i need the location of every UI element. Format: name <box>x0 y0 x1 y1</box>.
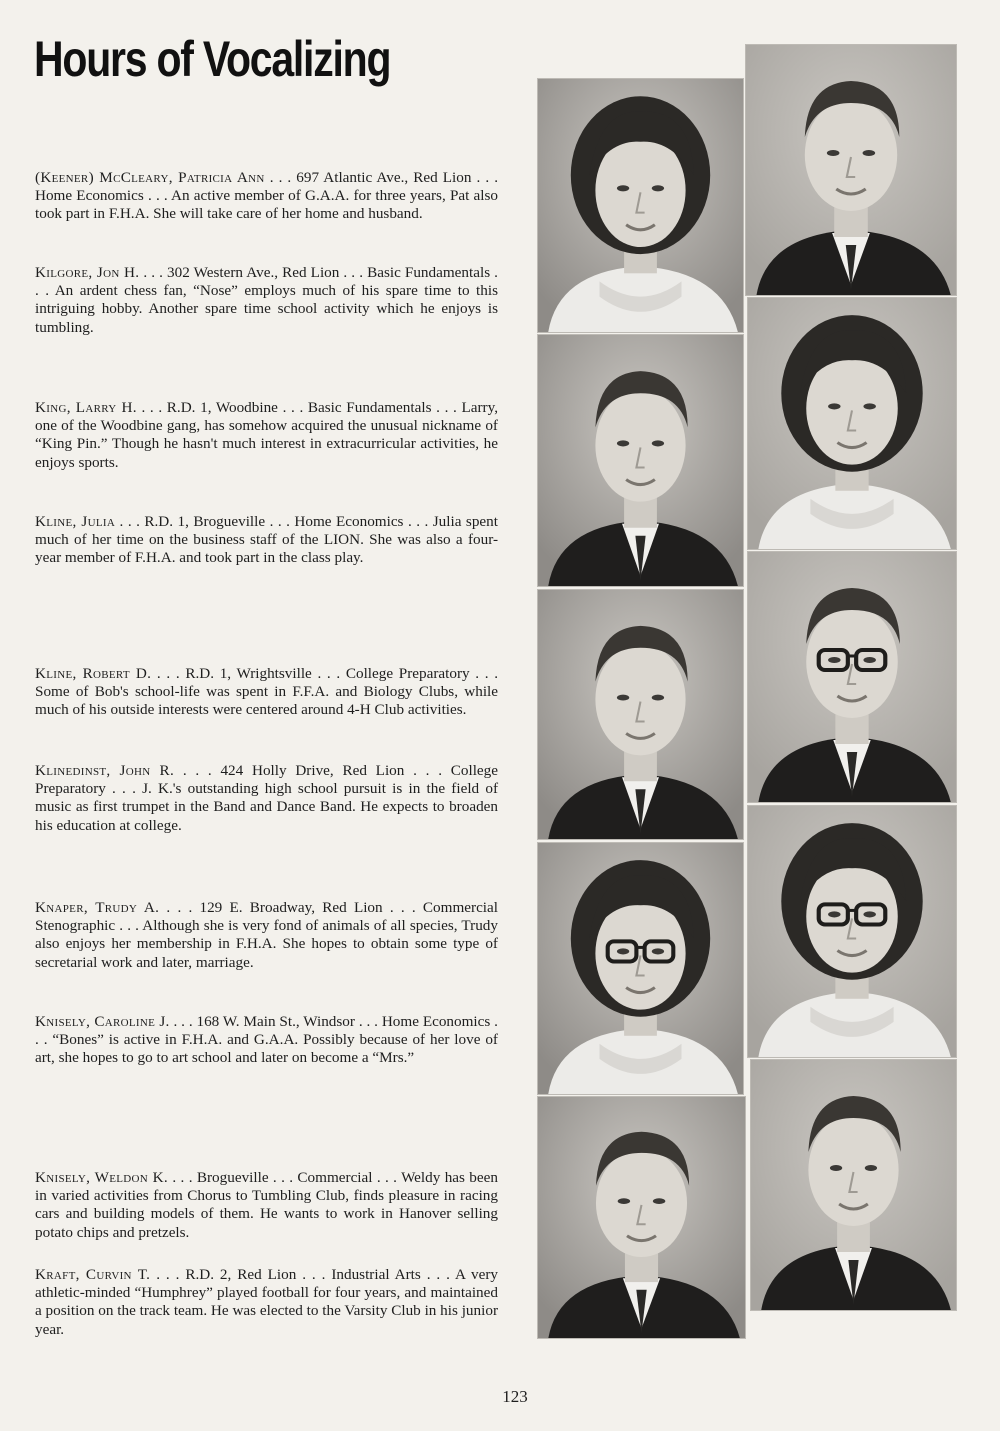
student-given-name: Julia <box>81 513 116 530</box>
student-given-name: John R. <box>119 762 175 779</box>
student-portrait <box>537 334 744 587</box>
student-given-name: Weldon K. <box>94 1169 168 1186</box>
student-surname: King, <box>35 399 76 416</box>
student-portrait <box>750 1059 957 1311</box>
student-surname: Kraft, <box>35 1266 86 1283</box>
student-bio: . . . R.D. 1, Brogueville . . . Home Economics . . . Julia spent much of her time on the business staff of the LION. She was also a four-year member of F.H.A. and took part in the class play. <box>35 513 498 567</box>
student-given-name: Trudy A. <box>95 899 160 916</box>
student-portrait <box>747 297 957 550</box>
student-bio: . . . 302 Western Ave., Red Lion . . . Basic Fundamentals . . . An ardent chess fan, “Nose” employs much of his spare time to this intriguing hobby. Another spare time school activity which he enjoys is tumbling. <box>35 264 498 336</box>
student-portrait <box>747 805 957 1058</box>
student-bio: . . . 697 Atlantic Ave., Red Lion . . . Home Economics . . . An active member of G.A.A. for three years, Pat also took part in F.H.A. She will take care of her home and husband. <box>35 169 498 223</box>
student-portrait <box>747 551 957 803</box>
student-given-name: Larry H. <box>75 399 137 416</box>
student-surname: Knisely, <box>35 1013 95 1030</box>
student-surname: Klinedinst, <box>35 762 120 779</box>
student-entry <box>35 899 498 972</box>
student-given-name: Patricia Ann <box>178 169 265 186</box>
student-given-name: Robert D. <box>82 665 152 682</box>
student-entry <box>35 1169 498 1242</box>
student-given-name: Caroline J. <box>94 1013 170 1030</box>
student-bio: . . . Brogueville . . . Commercial . . . Weldy has been in varied activities from Chorus to Tumbling Club, finds pleasure in racing cars and building models of them. He wants to work in Hanover selling potato chips and pretzels. <box>35 1169 498 1241</box>
student-bio: . . . R.D. 1, Woodbine . . . Basic Fundamentals . . . Larry, one of the Woodbine gang, has somehow acquired the unusual nickname of “King Pin.” Though he hasn't much interest in extracurricular activities, he enjoys sports. <box>35 399 498 471</box>
student-surname: Kilgore, <box>35 264 97 281</box>
student-entry <box>35 264 498 337</box>
student-bio: . . . 168 W. Main St., Windsor . . . Home Economics . . . “Bones” is active in F.H.A. and G.A.A. Possibly because of her love of art, she hopes to go to art school and later on become a “Mrs.” <box>35 1013 498 1067</box>
student-portrait <box>537 589 744 840</box>
student-entry <box>35 1266 498 1339</box>
student-bio: . . . R.D. 1, Wrightsville . . . College Preparatory . . . Some of Bob's school-life was spent in F.F.A. and Biology Clubs, while much of his outside interests were centered around 4-H Club activities. <box>35 665 499 719</box>
student-given-name: Curvin T. <box>85 1266 151 1283</box>
student-portrait <box>745 44 957 296</box>
student-given-name: Jon H. <box>96 264 140 281</box>
student-bio: . . . 129 E. Broadway, Red Lion . . . Commercial Stenographic . . . Although she is very fond of animals of all species, Trudy also enjoys her membership in F.H.A. She hopes to obtain some type of secretarial work and later, marriage. <box>35 899 498 971</box>
student-bio: . . . R.D. 2, Red Lion . . . Industrial Arts . . . A very athletic-minded “Humphrey” played football for four years, and maintained a position on the track team. He was elected to the Varsity Club in his junior year. <box>35 1266 499 1338</box>
student-entry <box>35 1013 498 1068</box>
student-entry <box>35 513 498 568</box>
student-surname: Knisely, <box>35 1169 95 1186</box>
student-surname: Kline, <box>35 665 83 682</box>
student-portrait <box>537 1096 746 1339</box>
student-entry <box>35 169 498 224</box>
page-title: Hours of Vocalizing <box>34 31 391 87</box>
student-entry <box>35 762 498 835</box>
student-entry <box>35 665 498 720</box>
student-bio: . . . 424 Holly Drive, Red Lion . . . College Preparatory . . . J. K.'s outstanding high school pursuit is in the field of music as first trumpet in the Band and Dance Band. He expects to broaden his education at college. <box>35 762 498 834</box>
student-surname: Knaper, <box>35 899 96 916</box>
page-number: 123 <box>502 1387 528 1406</box>
student-portrait <box>537 842 744 1095</box>
student-entry <box>35 399 498 472</box>
student-portrait <box>537 78 744 333</box>
student-surname: Kline, <box>35 513 82 530</box>
student-surname: (Keener) McCleary, <box>35 169 179 186</box>
